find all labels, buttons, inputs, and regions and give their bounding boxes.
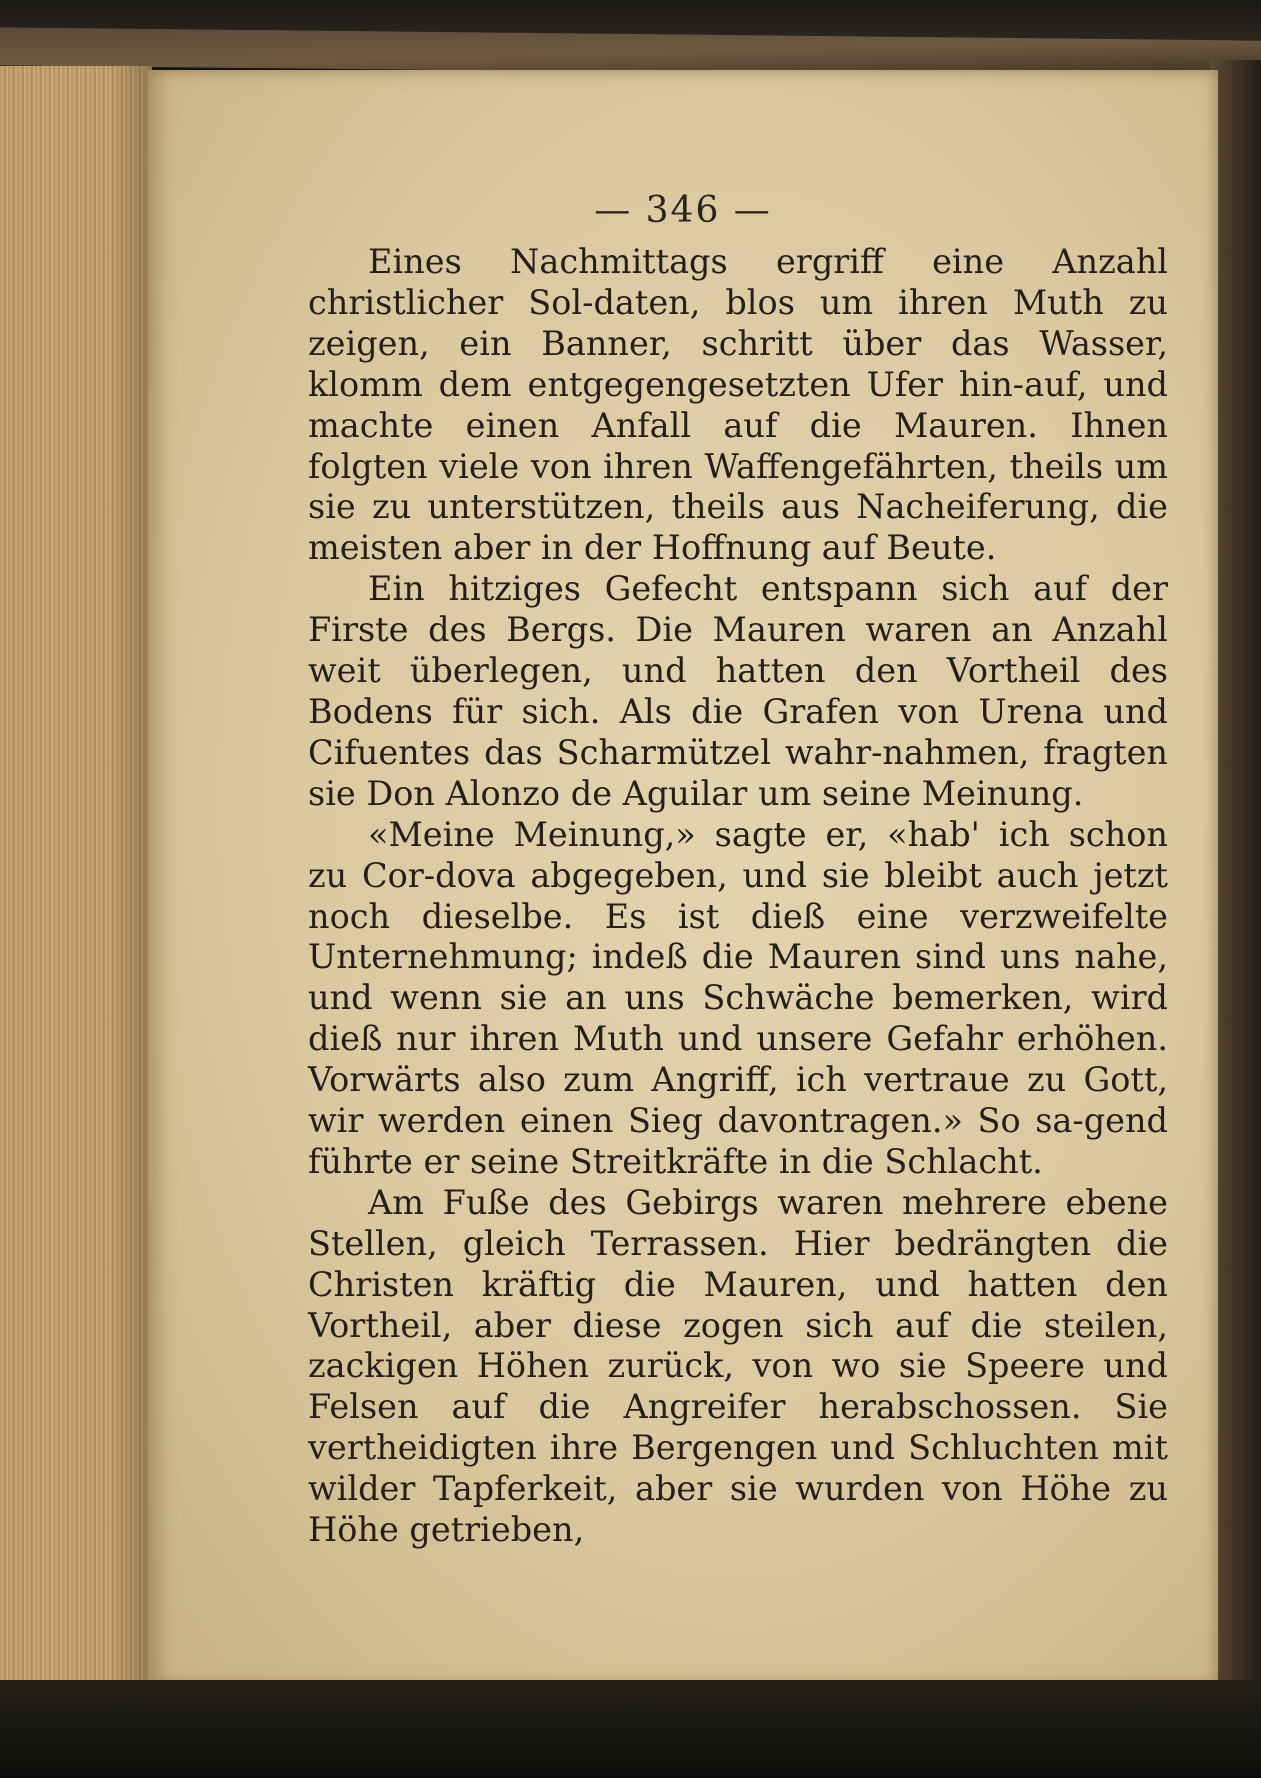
page-number: — 346 — — [594, 190, 772, 231]
paragraph-3: «Meine Meinung,» sagte er, «hab' ich schon zu Cor-dova abgegeben, und sie bleibt auch jetzt noch dieselbe. Es ist dieß eine verzweifelte Unternehmung; indeß die Mauren sind uns nahe, und wenn sie an uns Schwäche bemerken, wird dieß nur ihren Muth und unsere Gefahr erhöhen. Vorwärts also zum Angriff, ich vertraue zu Gott, wir werden einen Sieg davontragen.» So sa-gend führte er seine Streitkräfte in die Schlacht. — [308, 814, 1168, 1181]
paragraph-4: Am Fuße des Gebirgs waren mehrere ebene Stellen, gleich Terrassen. Hier bedrängten die Christen kräftig die Mauren, und hatten den Vortheil, aber diese zogen sich auf die steilen, zackigen Höhen zurück, von wo sie Speere und Felsen auf die Angreifer herabschossen. Sie vertheidigten ihre Bergengen und Schluchten mit wilder Tapferkeit, aber sie wurden von Höhe zu Höhe getrieben, — [308, 1182, 1168, 1550]
paragraph-2: Ein hitziges Gefecht entspann sich auf der Firste des Bergs. Die Mauren waren an Anzahl weit überlegen, und hatten den Vortheil des Bodens für sich. Als die Grafen von Urena und Cifuentes das Scharmützel wahr-nahmen, fragten sie Don Alonzo de Aguilar um seine Meinung. — [308, 569, 1168, 813]
background-bottom — [0, 1680, 1261, 1778]
book-page — [148, 70, 1218, 1685]
page-gutter-shadow — [110, 66, 150, 1686]
page-text — [308, 242, 1168, 1551]
paragraph-1: Eines Nachmittags ergriff eine Anzahl christlicher Sol-daten, blos um ihren Muth zu zeigen, ein Banner, schritt über das Wasser, klomm dem entgegengesetzten Ufer hin-auf, und machte einen Anfall auf die Mauren. Ihnen folgten viele von ihren Waffengefährten, theils um sie zu unterstützen, theils aus Nacheiferung, die meisten aber in der Hoffnung auf Beute. — [308, 242, 1168, 568]
